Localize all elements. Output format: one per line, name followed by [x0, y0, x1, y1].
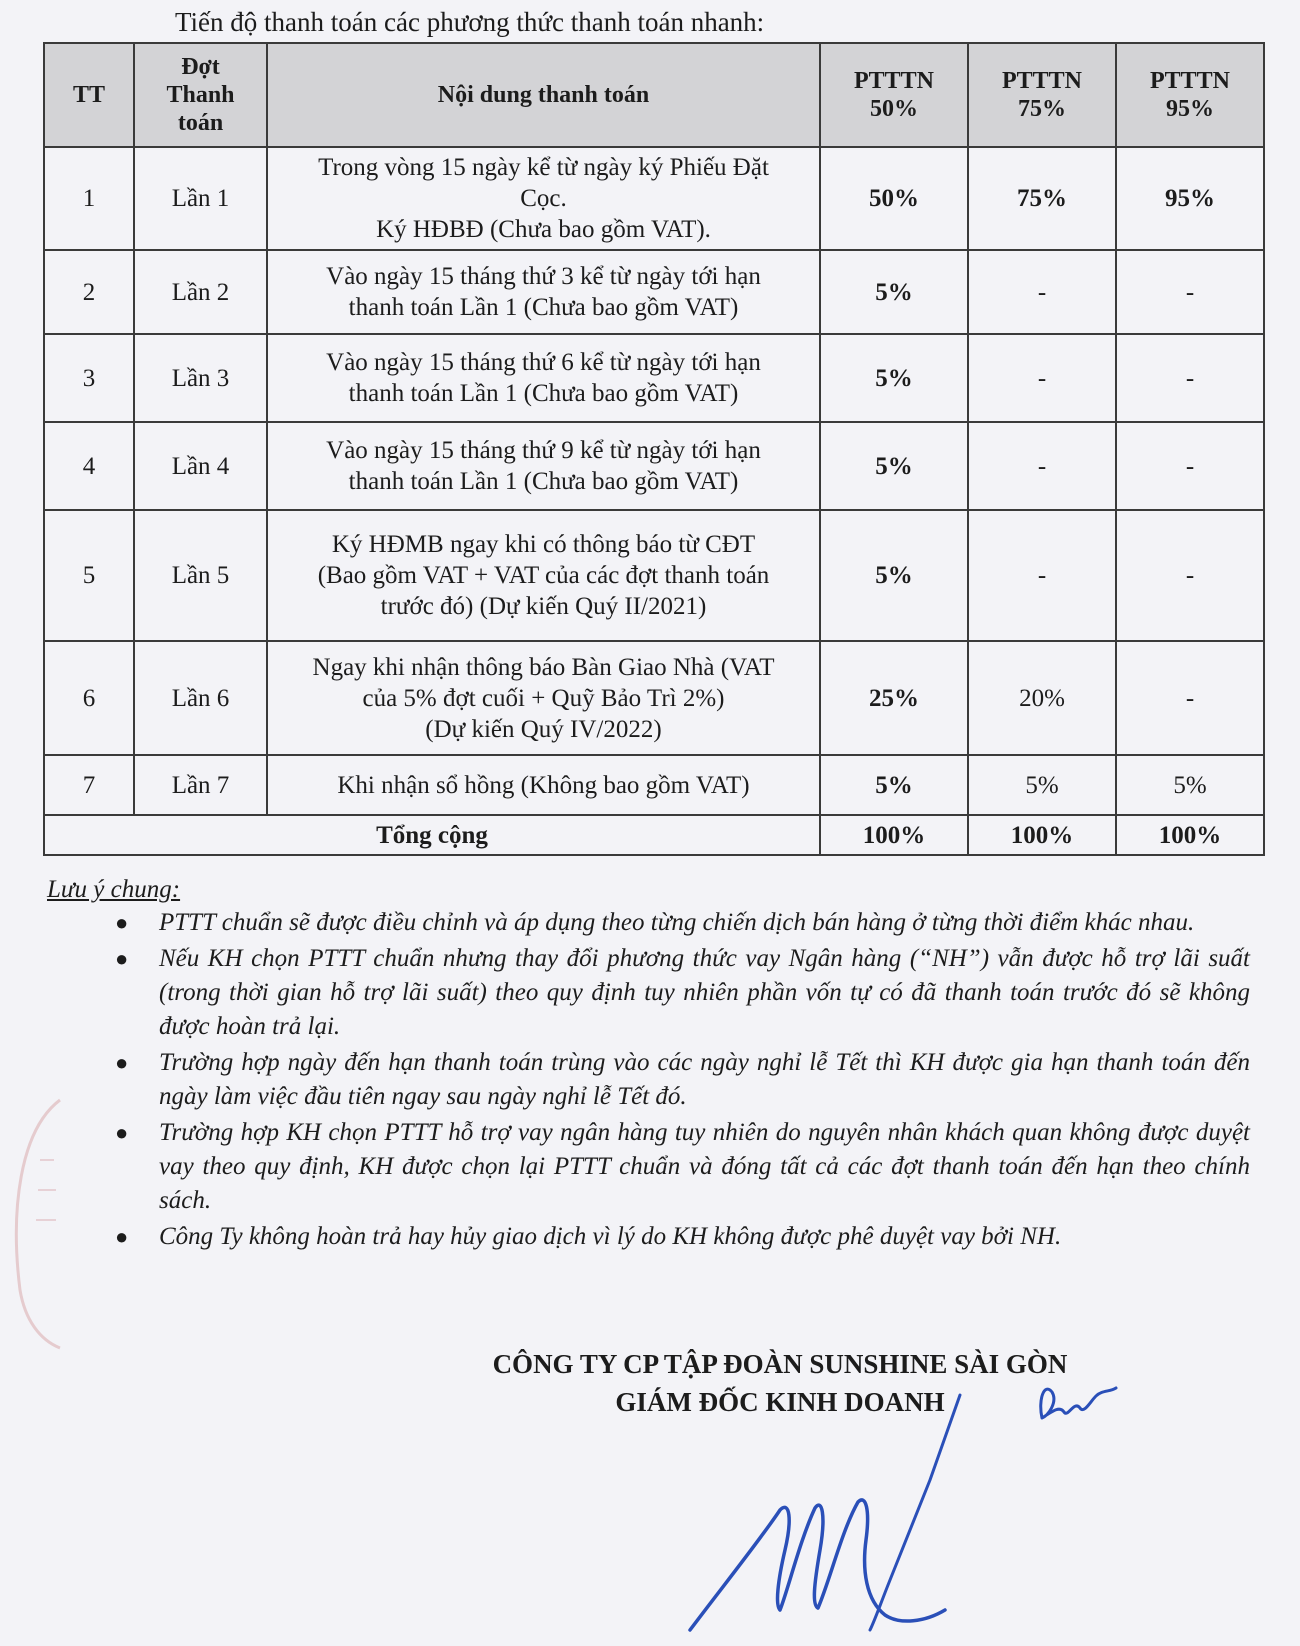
cell-p75: - [968, 334, 1116, 422]
cell-p95: 5% [1116, 755, 1264, 815]
cell-p75: 5% [968, 755, 1116, 815]
cell-tt: 7 [44, 755, 134, 815]
cell-p50: 25% [820, 641, 968, 755]
table-row [44, 510, 1264, 641]
bullet-icon: ● [115, 910, 129, 935]
faded-stamp-mark [0, 1090, 70, 1350]
cell-p75: 20% [968, 641, 1116, 755]
header-tt: TT [44, 43, 134, 147]
cell-p95: 95% [1116, 147, 1264, 250]
cell-p95: - [1116, 334, 1264, 422]
cell-p75: - [968, 510, 1116, 641]
note-text: Trường hợp ngày đến hạn thanh toán trùng vào các ngày nghỉ lễ Tết thì KH được gia hạn thanh toán đến ngày làm việc đầu tiên ngay sau ngày nghỉ lễ Tết đó. [159, 1049, 1250, 1110]
table-row [44, 147, 1264, 250]
cell-content: Vào ngày 15 tháng thứ 6 kể từ ngày tới hạn thanh toán Lần 1 (Chưa bao gồm VAT) [267, 334, 820, 422]
signatory-title: GIÁM ĐỐC KINH DOANH [615, 1387, 945, 1417]
header-p50: PTTTN 50% [820, 43, 968, 147]
bullet-icon: ● [115, 946, 129, 971]
list-item [115, 1116, 1250, 1218]
cell-dot: Lần 1 [134, 147, 267, 250]
cell-p75: - [968, 422, 1116, 510]
header-p75: PTTTN 75% [968, 43, 1116, 147]
table-row [44, 641, 1264, 755]
cell-p95: - [1116, 510, 1264, 641]
cell-dot: Lần 6 [134, 641, 267, 755]
total-label: Tổng cộng [44, 815, 820, 855]
cell-dot: Lần 3 [134, 334, 267, 422]
cell-p75: - [968, 250, 1116, 334]
note-text: Trường hợp KH chọn PTTT hỗ trợ vay ngân hàng tuy nhiên do nguyên nhân khách quan không được duyệt vay theo quy định, KH được chọn lại PTTT chuẩn và đóng tất cả các đợt thanh toán đến hạn theo chính sách. [159, 1119, 1250, 1214]
cell-dot: Lần 2 [134, 250, 267, 334]
bullet-icon: ● [115, 1224, 129, 1249]
payment-schedule-table [43, 42, 1265, 856]
total-p95: 100% [1116, 815, 1264, 855]
bullet-icon: ● [115, 1120, 129, 1145]
list-item [115, 906, 1250, 940]
cell-content: Trong vòng 15 ngày kể từ ngày ký Phiếu Đặt Cọc. Ký HĐBĐ (Chưa bao gồm VAT). [267, 147, 820, 250]
cell-tt: 2 [44, 250, 134, 334]
header-p95: PTTTN 95% [1116, 43, 1264, 147]
cell-content: Ngay khi nhận thông báo Bàn Giao Nhà (VAT của 5% đợt cuối + Quỹ Bảo Trì 2%) (Dự kiến Quý IV/2022) [267, 641, 820, 755]
list-item [115, 1220, 1250, 1254]
cell-p50: 5% [820, 250, 968, 334]
note-text: Nếu KH chọn PTTT chuẩn nhưng thay đổi phương thức vay Ngân hàng (“NH”) vẫn được hỗ trợ lãi suất (trong thời gian hỗ trợ lãi suất) theo quy định tuy nhiên phần vốn tự có đã thanh toán trước đó sẽ không được hoàn trả lại. [159, 945, 1250, 1040]
intro-text: Tiến độ thanh toán các phương thức thanh toán nhanh: [175, 7, 765, 37]
cell-tt: 5 [44, 510, 134, 641]
cell-p95: - [1116, 641, 1264, 755]
notes-list [115, 906, 1250, 1256]
total-p75: 100% [968, 815, 1116, 855]
notes-title: Lưu ý chung: [47, 876, 181, 903]
table-row [44, 334, 1264, 422]
list-item [115, 942, 1250, 1044]
cell-tt: 4 [44, 422, 134, 510]
note-text: PTTT chuẩn sẽ được điều chỉnh và áp dụng theo từng chiến dịch bán hàng ở từng thời điểm khác nhau. [159, 909, 1195, 936]
cell-p50: 5% [820, 755, 968, 815]
cell-p75: 75% [968, 147, 1116, 250]
cell-dot: Lần 7 [134, 755, 267, 815]
cell-p50: 50% [820, 147, 968, 250]
cell-p95: - [1116, 250, 1264, 334]
list-item [115, 1046, 1250, 1114]
cell-p50: 5% [820, 422, 968, 510]
cell-dot: Lần 5 [134, 510, 267, 641]
table-row [44, 422, 1264, 510]
cell-p95: - [1116, 422, 1264, 510]
table-header-row [44, 43, 1264, 147]
table-row [44, 250, 1264, 334]
cell-tt: 1 [44, 147, 134, 250]
cell-content: Khi nhận sổ hồng (Không bao gồm VAT) [267, 755, 820, 815]
cell-dot: Lần 4 [134, 422, 267, 510]
initial-signature-mark [1030, 1370, 1120, 1430]
cell-p50: 5% [820, 334, 968, 422]
header-content: Nội dung thanh toán [267, 43, 820, 147]
note-text: Công Ty không hoàn trả hay hủy giao dịch vì lý do KH không được phê duyệt vay bởi NH. [159, 1223, 1062, 1250]
total-p50: 100% [820, 815, 968, 855]
table-row [44, 755, 1264, 815]
header-dot: Đợt Thanh toán [134, 43, 267, 147]
cell-content: Vào ngày 15 tháng thứ 3 kể từ ngày tới hạn thanh toán Lần 1 (Chưa bao gồm VAT) [267, 250, 820, 334]
bullet-icon: ● [115, 1050, 129, 1075]
cell-content: Vào ngày 15 tháng thứ 9 kể từ ngày tới hạn thanh toán Lần 1 (Chưa bao gồm VAT) [267, 422, 820, 510]
cell-tt: 3 [44, 334, 134, 422]
company-name: CÔNG TY CP TẬP ĐOÀN SUNSHINE SÀI GÒN [492, 1349, 1068, 1379]
signature-icon [680, 1390, 1040, 1640]
table-total-row [44, 815, 1264, 855]
cell-content: Ký HĐMB ngay khi có thông báo từ CĐT (Bao gồm VAT + VAT của các đợt thanh toán trước đó) (Dự kiến Quý II/2021) [267, 510, 820, 641]
cell-p50: 5% [820, 510, 968, 641]
cell-tt: 6 [44, 641, 134, 755]
